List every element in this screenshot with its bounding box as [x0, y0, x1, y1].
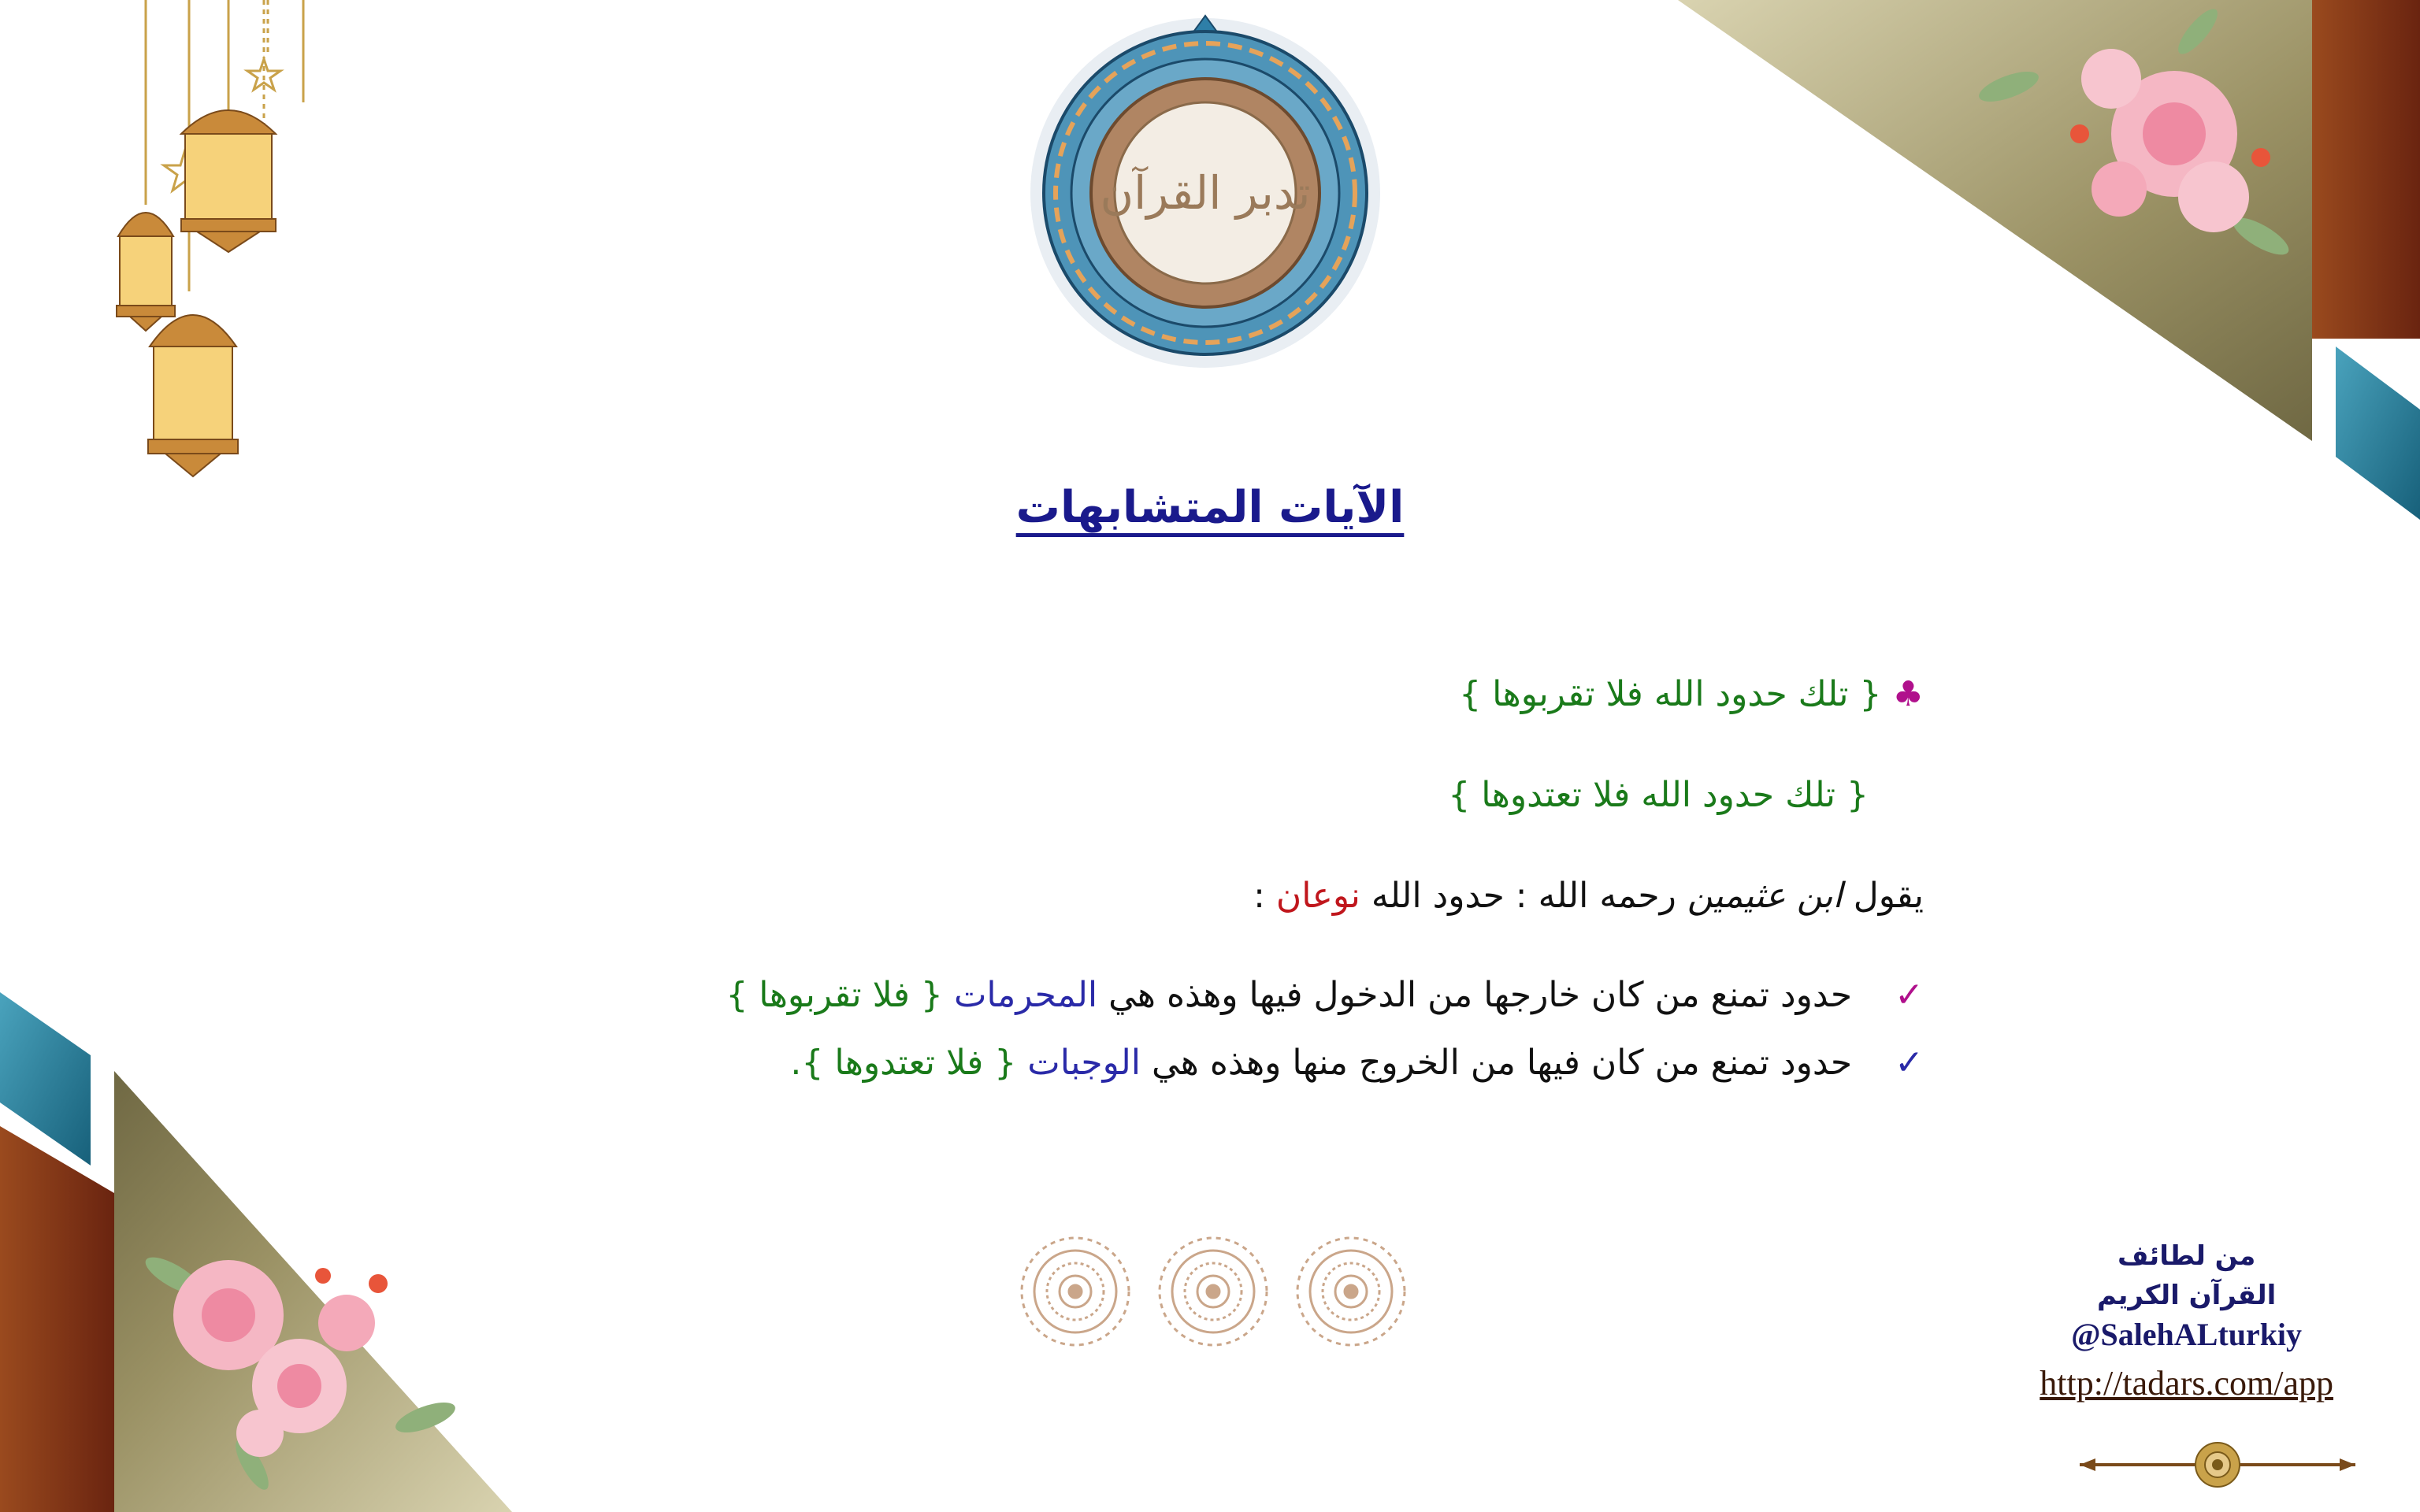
rosette-ornaments-icon: [1016, 1228, 1410, 1354]
check-icon: ✓: [1895, 975, 1924, 1015]
quote-prefix: يقول: [1853, 876, 1924, 916]
item-1-text: حدود تمنع من كان خارجها من الدخول فيها وهذه هي: [1108, 975, 1853, 1015]
quote-line: [1253, 873, 1924, 920]
top-right-teal-ribbon: [2336, 346, 2420, 520]
list-item: [790, 1040, 1924, 1087]
credit-line-1: من لطائف: [2117, 1240, 2256, 1272]
quote-highlight: نوعان: [1275, 876, 1360, 916]
quote-suffix: :: [1253, 876, 1265, 916]
scholar-name: ابن عثيمين: [1687, 876, 1843, 916]
item-1-term: المحرمات: [953, 975, 1098, 1015]
club-bullet-icon: ♣: [1892, 674, 1924, 714]
verse-2-text: { تلك حدود الله فلا تعتدوها }: [1448, 775, 1869, 815]
twitter-handle: @SalehALturkiy: [2071, 1317, 2303, 1352]
emblem-text: تدبر القرآن: [1100, 166, 1311, 220]
page-title: الآيات المتشابهات: [1015, 482, 1405, 533]
credit-line-2: القرآن الكريم: [2096, 1280, 2277, 1311]
verse-line-2: [1448, 772, 1869, 819]
item-2-text: حدود تمنع من كان فيها من الخروج منها وهذه هي: [1151, 1043, 1853, 1083]
quote-middle: رحمه الله : حدود الله: [1371, 876, 1676, 916]
flower-bouquet-top-icon: [1962, 0, 2308, 284]
bottom-left-brown-shape: [0, 1126, 114, 1512]
verse-line-1: [1459, 671, 1924, 718]
verse-1-text: { تلك حدود الله فلا تقربوها }: [1459, 674, 1882, 714]
item-1-verse: { فلا تقربوها }: [726, 975, 943, 1015]
check-icon: ✓: [1895, 1043, 1924, 1083]
item-2-term: الوجبات: [1027, 1043, 1141, 1083]
flower-bouquet-bottom-icon: [142, 1228, 473, 1496]
website-link[interactable]: http://tadars.com/app: [2040, 1364, 2333, 1403]
quran-emblem-icon: [1024, 8, 1386, 378]
item-2-verse: { فلا تعتدوها }.: [790, 1043, 1017, 1083]
hanging-lanterns-icon: [102, 0, 354, 488]
ornament-divider-icon: [2072, 1433, 2363, 1496]
list-item: [726, 972, 1924, 1019]
credit-block: [2040, 1236, 2333, 1403]
top-right-brown-bar: [2312, 0, 2420, 339]
